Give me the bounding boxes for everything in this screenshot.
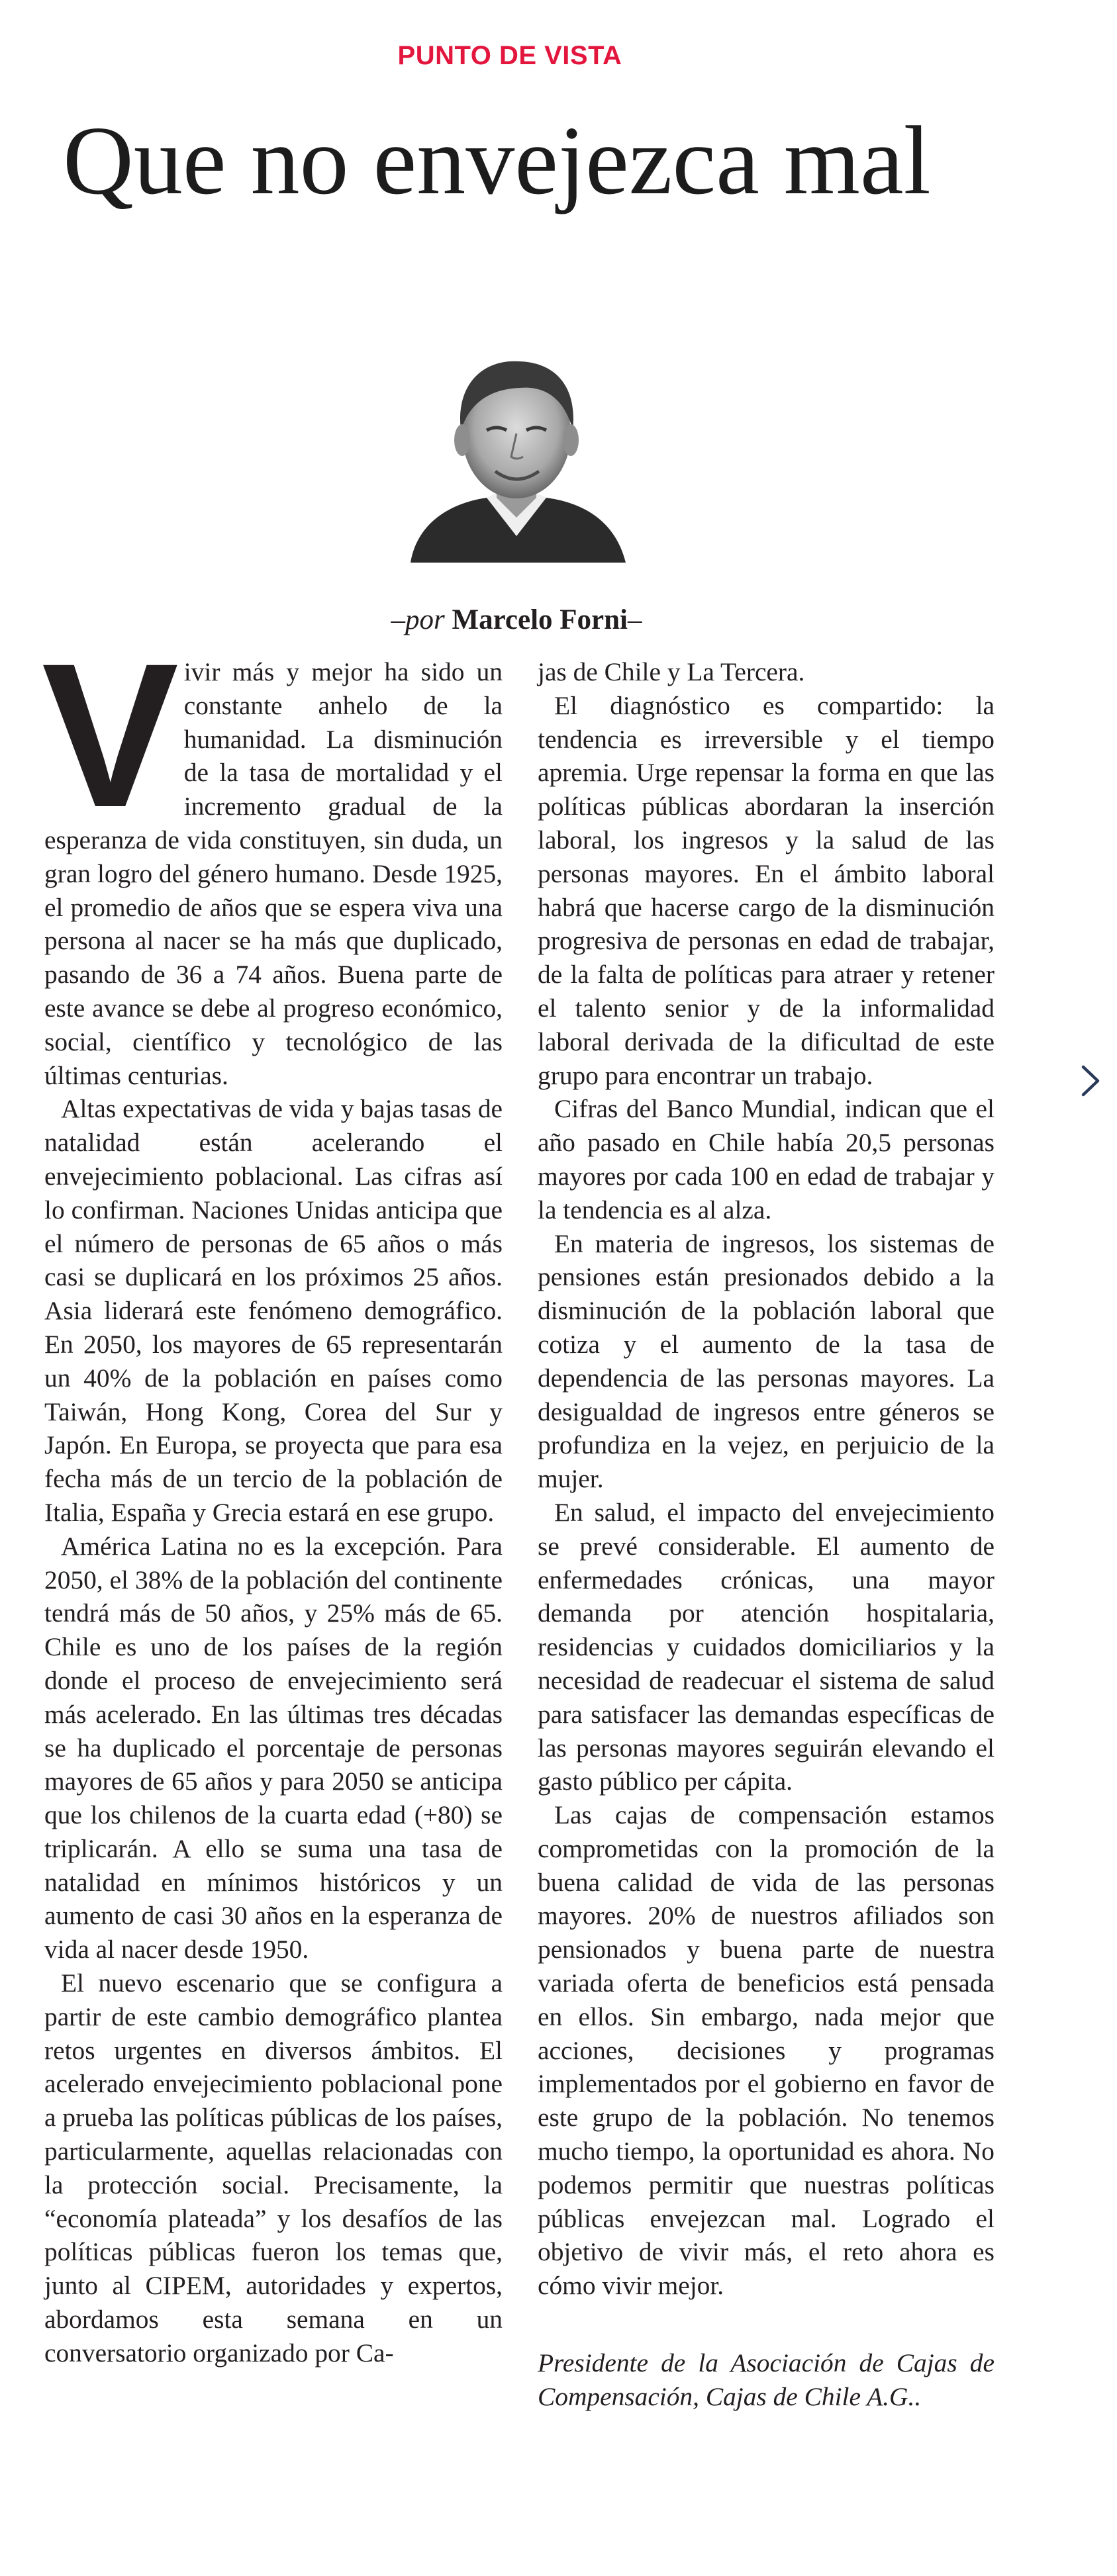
article-paragraph: ivir más y mejor ha sido un constante anhelo de la humanidad. La disminución de la tasa de mortalidad y el incremento gradual de la esperanza de vida constituyen, sin duda, un gran logro del género humano. Desde 1925, el promedio de años que se espera viva una persona al nacer se ha más que duplicado, pasando de 36 a 74 años. Buena parte de este avance se debe al progreso económico, social, científico y tecnológico de las últimas centurias. (44, 657, 503, 1090)
author-signature: Presidente de la Asociación de Cajas de Compensación, Cajas de Chile A.G.. (538, 2348, 995, 2411)
byline-author: Marcelo Forni (452, 604, 628, 635)
article-paragraph: En salud, el impacto del envejecimiento se prevé considerable. El aumento de enfermedades crónicas, una mayor demanda por atención hospitalaria, residencias y cuidados domiciliarios y la necesidad de readecuar el sistema de salud para satisfacer las demandas específicas de las personas mayores seguirán elevando el gasto público per cápita. (538, 1497, 995, 1796)
author-portrait (397, 324, 636, 563)
article-paragraph: jas de Chile y La Tercera. (538, 657, 805, 686)
article-column-right (538, 655, 995, 2414)
article-paragraph: Cifras del Banco Mundial, indican que el año pasado en Chile había 20,5 personas mayores por cada 100 en edad de trabajar y la tendencia es al alza. (538, 1094, 995, 1224)
drop-cap: V (42, 620, 179, 850)
article-paragraph: Las cajas de compensación estamos comprometidas con la promoción de la buena calidad de vida de las personas mayores. 20% de nuestros afiliados son pensionados y buena parte de nuestra variada oferta de beneficios está pensada en ellos. Sin embargo, nada mejor que acciones, decisiones y programas implementados por el gobierno en favor de este grupo de la población. No tenemos mucho tiempo, la oportunidad es ahora. No podemos permitir que nuestras políticas públicas envejezcan mal. Logrado el objetivo de vivir más, el reto ahora es cómo vivir mejor. (538, 1800, 995, 2301)
chevron-right-icon[interactable] (1073, 1060, 1107, 1101)
article-column-left (42, 620, 503, 2370)
article-paragraph: El nuevo escenario que se configura a partir de este cambio demográfico plantea retos urgentes en diversos ámbitos. El acelerado envejecimiento poblacional pone a prueba las políticas públicas de los países, particularmente, aquellas relacionadas con la protección social. Precisamente, la “economía plateada” y los desafíos de las políticas públicas fueron los temas que, junto al CIPEM, autoridades y expertos, abordamos esta semana en un conversatorio organizado por Ca- (44, 1968, 503, 2368)
article-paragraph: El diagnóstico es compartido: la tendencia es irreversible y el tiempo apremia. Urge repensar la forma en que las políticas públicas abordaran la inserción laboral, los ingresos y la salud de las personas mayores. En el ámbito laboral habrá que hacerse cargo de la disminución progresiva de personas en edad de trabajar, de la falta de políticas para atraer y retener el talento senior y de la informalidad laboral derivada de la dificultad de este grupo para encontrar un trabajo. (538, 690, 995, 1090)
byline-prefix: –por (391, 604, 445, 635)
byline-suffix: – (627, 604, 642, 635)
headline: Que no envejezca mal (63, 107, 931, 215)
article-paragraph: En materia de ingresos, los sistemas de pensiones están presionados debido a la disminución de la población laboral que cotiza y el aumento de la tasa de dependencia de las personas mayores. La desigualdad de ingresos entre géneros se profundiza en la vejez, en perjuicio de la mujer. (538, 1228, 995, 1494)
article-paragraph: América Latina no es la excepción. Para 2050, el 38% de la población del continente tendrá más de 50 años, y 25% más de 65. Chile es uno de los países de la región donde el proceso de envejecimiento será más acelerado. En las últimas tres décadas se ha duplicado el porcentaje de personas mayores de 65 años y para 2050 se anticipa que los chilenos de la cuarta edad (+80) se triplicarán. A ello se suma una tasa de natalidad en mínimos históricos y un aumento de casi 30 años en la esperanza de vida al nacer desde 1950. (44, 1531, 503, 1964)
section-kicker: PUNTO DE VISTA (397, 41, 622, 70)
article-paragraph: Altas expectativas de vida y bajas tasas de natalidad están acelerando el envejecimiento poblacional. Las cifras así lo confirman. Naciones Unidas anticipa que el número de personas de 65 años o más casi se duplicará en los próximos 25 años. Asia liderará este fenómeno demográfico. En 2050, los mayores de 65 representarán un 40% de la población en países como Taiwán, Hong Kong, Corea del Sur y Japón. En Europa, se proyecta que para esa fecha más de un tercio de la población de Italia, España y Grecia estará en ese grupo. (44, 1094, 503, 1527)
